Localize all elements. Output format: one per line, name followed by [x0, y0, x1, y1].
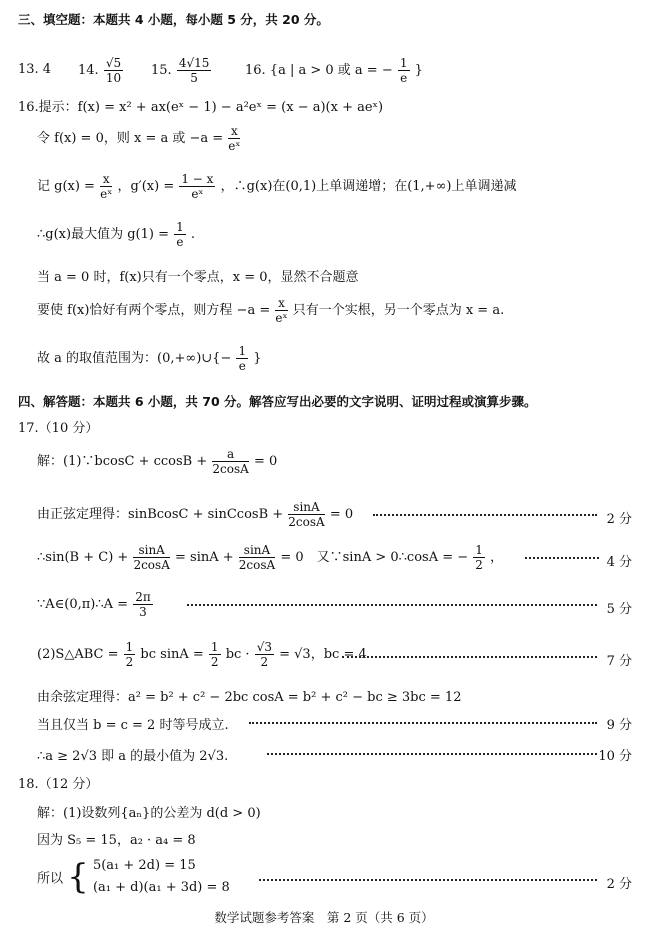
denominator: 3: [139, 605, 147, 619]
section4-heading: 四、解答题：本题共 6 小题，共 70 分。解答应写出必要的文字说明、证明过程或演算步骤。: [18, 394, 537, 409]
q16-hint: 16.提示：f(x) = x² + ax(eˣ − 1) − a²eˣ = (x − a)(x + aeˣ): [18, 100, 384, 115]
q17-line3-text-c: = 0 又∵sinA > 0∴cosA = −: [280, 550, 469, 565]
q17-line4-text: ∵A∈(0,π)∴A =: [37, 597, 129, 612]
equation-1: 5(a₁ + 2d) = 15: [92, 858, 196, 873]
numerator: a: [212, 447, 248, 462]
q16-step6-fraction: [236, 344, 248, 373]
equation-system: [93, 855, 230, 899]
numerator: 1: [210, 640, 219, 654]
denominator: 2cosA: [288, 515, 325, 529]
answer-14-fraction: [104, 56, 123, 85]
q16-step6: [37, 344, 648, 373]
answer-16: [245, 56, 423, 85]
q16-step5-fraction: [275, 296, 287, 325]
denominator: 2cosA: [212, 462, 249, 476]
q17-line3-fraction-c: [473, 543, 485, 572]
q16-step5: [37, 296, 648, 325]
q17-line1: [37, 447, 648, 476]
answer-15-label: 15.: [151, 63, 172, 78]
equation-2: (a₁ + d)(a₁ + 3d) = 8: [92, 880, 230, 895]
q18-title: 18.（12 分）: [18, 777, 99, 792]
leader-dots: [187, 596, 597, 606]
q16-step3-fraction: [174, 220, 186, 249]
numerator: x: [228, 124, 240, 139]
q16-step3: [37, 220, 648, 249]
denominator: eˣ: [191, 187, 204, 201]
q17-line5-fraction-a: [124, 640, 136, 669]
numerator: x: [275, 296, 287, 311]
q17-line7: [37, 714, 648, 732]
q16-step3-post: .: [190, 227, 196, 242]
q16-step1: [37, 124, 648, 153]
numerator: 1 − x: [181, 172, 214, 186]
q16-step2-text-a: 记 g(x) =: [37, 179, 95, 194]
q16-step4: 当 a = 0 时，f(x)只有一个零点，x = 0，显然不合题意: [37, 270, 359, 285]
numerator: 1: [176, 220, 184, 234]
q17-line3-score: 4 分: [606, 555, 632, 570]
page-footer: 数学试题参考答案 第 2 页（共 6 页）: [214, 910, 434, 925]
q17-line3-text-b: = sinA +: [175, 550, 234, 565]
numerator: 1: [125, 640, 134, 654]
q17-line3-fraction-a: [133, 543, 169, 572]
q17-line3-text-d: ，: [490, 550, 504, 565]
q18-line3-text: 所以: [37, 871, 64, 887]
q17-line5: [37, 640, 648, 672]
q17-line1-text: 解：(1)∵bcosC + ccosB +: [37, 454, 208, 469]
denominator: eˣ: [228, 139, 241, 153]
q17-line7-score: 9 分: [606, 718, 632, 733]
q16-step5-post: 只有一个实根，另一个零点为 x = a.: [292, 303, 505, 318]
answer-16-numerator: 1: [399, 56, 408, 70]
q18-line2: 因为 S₅ = 15，a₂ · a₄ = 8: [37, 833, 196, 848]
q17-line8: [37, 745, 648, 763]
leader-dots: [373, 506, 597, 516]
answer-14-denominator: 10: [105, 71, 122, 85]
answer-16-denominator: e: [400, 71, 408, 85]
section3-heading: 三、填空题：本题共 4 小题，每小题 5 分，共 20 分。: [18, 12, 329, 27]
denominator: 2: [475, 558, 483, 572]
answer-15-numerator: 4√15: [178, 56, 210, 70]
answer-14-numerator: √5: [105, 56, 122, 70]
numerator: √3: [256, 640, 272, 654]
answer-16-fraction: [398, 56, 410, 85]
q16-step1-text: 令 f(x) = 0，则 x = a 或 −a =: [37, 131, 224, 146]
q16-step2: [37, 172, 648, 201]
q16-step2-text-c: ，∴g(x)在(0,1)上单调递增；在(1,+∞)上单调递减: [220, 179, 517, 194]
q17-line1-post: = 0: [253, 454, 278, 469]
numerator: 1: [475, 543, 483, 557]
numerator: sinA: [288, 500, 324, 515]
q18-line3: [37, 855, 648, 901]
answer-15: [151, 56, 212, 85]
q17-line5-text-b: bc sinA =: [140, 647, 204, 662]
leader-dots: [267, 745, 597, 755]
denominator: 2: [260, 655, 269, 669]
q16-step2-fraction-a: [100, 172, 112, 201]
q18-line3-score: 2 分: [606, 877, 632, 892]
denominator: eˣ: [100, 187, 113, 201]
q17-line5-fraction-b: [209, 640, 221, 669]
denominator: eˣ: [275, 311, 288, 325]
q17-line1-fraction: [212, 447, 248, 476]
q17-line3-text-a: ∴sin(B + C) +: [37, 550, 129, 565]
answer-13: 13. 4: [18, 62, 52, 77]
answer-15-fraction: [177, 56, 212, 85]
q17-line5-text-d: = √3，bc = 4: [279, 647, 367, 662]
q17-line4-fraction: [133, 590, 153, 619]
q17-line7-text: 当且仅当 b = c = 2 时等号成立.: [37, 718, 229, 733]
q16-step3-text: ∴g(x)最大值为 g(1) =: [37, 227, 169, 242]
q17-line4-score: 5 分: [606, 602, 632, 617]
q16-step2-fraction-b: [179, 172, 215, 201]
leader-dots: [342, 648, 597, 658]
answer-14: [78, 56, 124, 85]
numerator: x: [100, 172, 112, 187]
q17-line5-score: 7 分: [606, 654, 632, 669]
q17-line6: 由余弦定理得：a² = b² + c² − 2bc cosA = b² + c² − bc ≥ 3bc = 12: [37, 690, 462, 705]
numerator: sinA: [133, 543, 169, 558]
q17-title: 17.（10 分）: [18, 421, 99, 436]
q17-line4: [37, 590, 648, 620]
q17-line3-fraction-b: [239, 543, 275, 572]
q17-line5-fraction-c: [255, 640, 274, 669]
numerator: sinA: [239, 543, 275, 558]
left-brace: {: [67, 857, 89, 897]
denominator: e: [176, 235, 184, 249]
numerator: 2π: [135, 590, 151, 604]
denominator: 2: [125, 655, 134, 669]
leader-dots: [249, 714, 597, 724]
answer-16-label: 16. {a | a > 0 或 a = −: [245, 63, 393, 78]
q17-line2: [37, 500, 648, 530]
answer-14-label: 14.: [78, 63, 99, 78]
answer-15-denominator: 5: [190, 71, 198, 85]
denominator: 2cosA: [238, 558, 276, 572]
q16-step6-text: 故 a 的取值范围为：(0,+∞)∪{−: [37, 351, 232, 366]
denominator: 2cosA: [133, 558, 170, 572]
q17-line5-text-c: bc ·: [225, 647, 250, 662]
q17-line2-score: 2 分: [606, 512, 632, 527]
q17-line5-text-a: (2)S△ABC =: [37, 647, 119, 662]
q16-step5-text: 要使 f(x)恰好有两个零点，则方程 −a =: [37, 303, 271, 318]
q18-line1: 解：(1)设数列{aₙ}的公差为 d(d > 0): [37, 806, 261, 821]
answer-16-tail: }: [414, 63, 423, 78]
q16-step1-fraction: [228, 124, 240, 153]
numerator: 1: [238, 344, 247, 358]
q17-line2-fraction: [288, 500, 324, 529]
denominator: e: [238, 359, 246, 373]
q17-line3: [37, 543, 648, 573]
leader-dots: [525, 549, 599, 559]
q17-line2-post: = 0: [329, 507, 354, 522]
fill-in-answers: [18, 56, 648, 92]
q16-step2-text-b: ，g′(x) =: [117, 179, 175, 194]
denominator: 2: [210, 655, 219, 669]
q16-step6-post: }: [253, 351, 262, 366]
leader-dots: [259, 871, 597, 881]
q17-line2-text: 由正弦定理得：sinBcosC + sinCcosB +: [37, 507, 284, 522]
q17-line8-text: ∴a ≥ 2√3 即 a 的最小值为 2√3.: [37, 749, 229, 764]
q17-line8-score: 10 分: [598, 749, 632, 764]
